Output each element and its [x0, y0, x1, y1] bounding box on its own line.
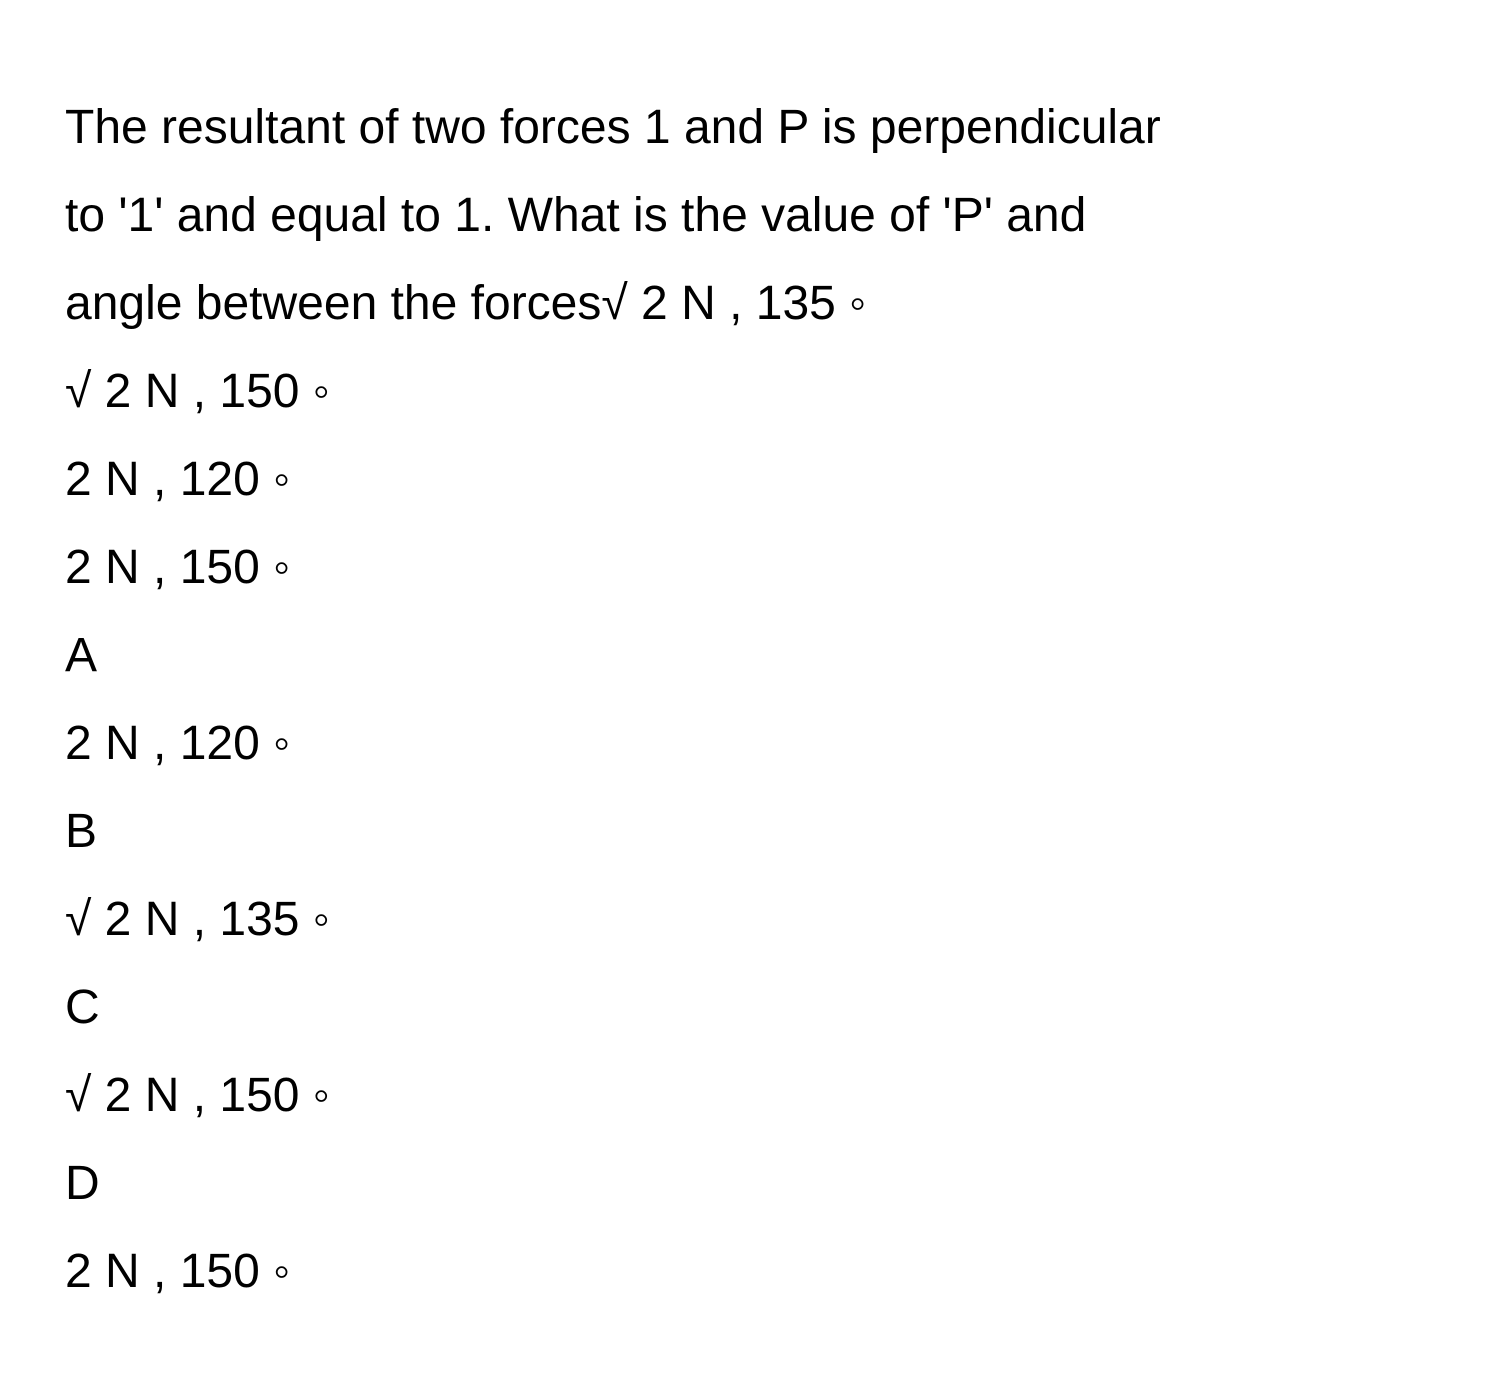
question-document [65, 84, 1445, 1316]
option-a-text[interactable]: 2 N , 120 ◦ [65, 717, 291, 770]
option-b-letter[interactable]: B [65, 805, 98, 858]
inline-option-text: √ 2 N , 150 ◦ [65, 365, 330, 418]
inline-option-text: 2 N , 150 ◦ [65, 541, 291, 594]
question-text-line-3: angle between the forces√ 2 N , 135 ◦ [65, 277, 867, 330]
question-text-line-1: The resultant of two forces 1 and P is perpendicular [65, 101, 1161, 154]
option-d-letter[interactable]: D [65, 1157, 100, 1210]
option-c-text[interactable]: √ 2 N , 150 ◦ [65, 1069, 330, 1122]
option-a-letter[interactable]: A [65, 629, 98, 682]
question-text-line-2: to '1' and equal to 1. What is the value of 'P' and [65, 189, 1087, 242]
option-b-text[interactable]: √ 2 N , 135 ◦ [65, 893, 330, 946]
option-c-letter[interactable]: C [65, 981, 100, 1034]
inline-option-text: 2 N , 120 ◦ [65, 453, 291, 506]
option-d-text[interactable]: 2 N , 150 ◦ [65, 1245, 291, 1298]
